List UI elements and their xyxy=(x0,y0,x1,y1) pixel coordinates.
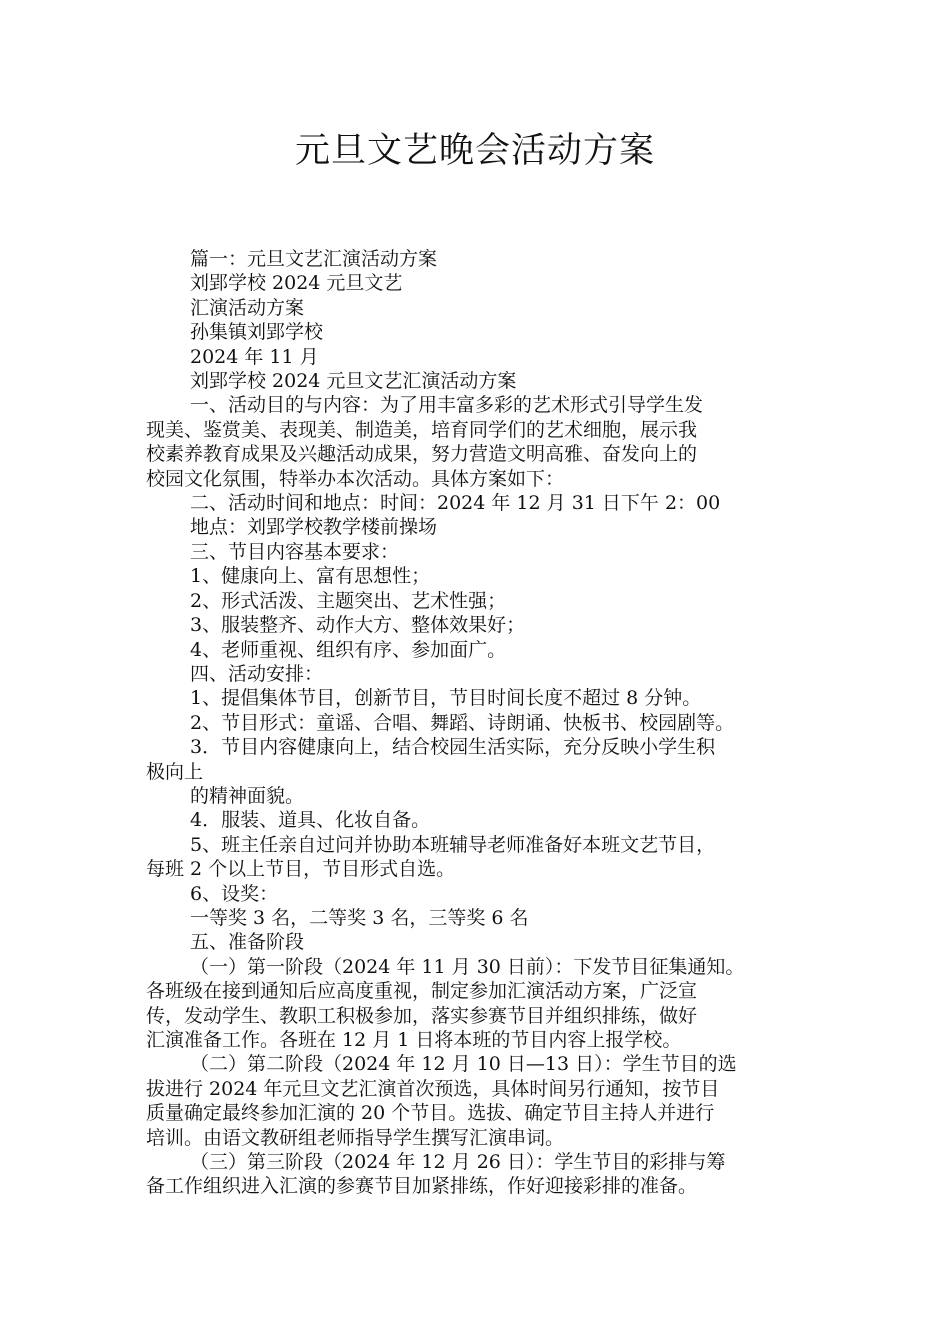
body-line: 一、活动目的与内容：为了用丰富多彩的艺术形式引导学生发 xyxy=(190,394,704,417)
body-line: 拔进行 2024 年元旦文艺汇演首次预选，具体时间另行通知，按节目 xyxy=(146,1077,720,1100)
body-line: 一等奖 3 名，二等奖 3 名，三等奖 6 名 xyxy=(190,906,529,929)
body-line: 各班级在接到通知后应高度重视，制定参加汇演活动方案，广泛宣 xyxy=(146,980,698,1003)
body-line: 刘郢学校 2024 元旦文艺汇演活动方案 xyxy=(190,370,517,393)
body-line: （二）第二阶段（2024 年 12 月 10 日—13 日）：学生节目的选 xyxy=(190,1053,737,1076)
body-line: 四、活动安排： xyxy=(190,662,324,685)
document-title: 元旦文艺晚会活动方案 xyxy=(294,131,655,171)
body-line: 2、形式活泼、主题突出、艺术性强； xyxy=(190,589,507,612)
body-line: 传，发动学生、教职工积极参加，落实参赛节目并组织排练，做好 xyxy=(146,1004,698,1027)
body-line: 3．节目内容健康向上，结合校园生活实际，充分反映小学生积 xyxy=(190,736,716,759)
body-line: 地点：刘郢学校教学楼前操场 xyxy=(190,516,438,539)
body-line: 4、老师重视、组织有序、参加面广。 xyxy=(190,638,507,661)
body-line: 篇一：元旦文艺汇演活动方案 xyxy=(190,248,438,270)
body-line: 孙集镇刘郢学校 xyxy=(190,321,324,344)
body-line: 校素养教育成果及兴趣活动成果，努力营造文明高雅、奋发向上的 xyxy=(146,443,698,466)
body-line: 3、服装整齐、动作大方、整体效果好； xyxy=(190,614,526,637)
body-line: 5、班主任亲自过问并协助本班辅导老师准备好本班文艺节目， xyxy=(190,833,716,856)
body-line: 二、活动时间和地点：时间：2024 年 12 月 31 日下午 2：00 xyxy=(190,492,721,515)
body-line: 4．服装、道具、化妆自备。 xyxy=(190,809,431,832)
body-line: 2、节目形式：童谣、合唱、舞蹈、诗朗诵、快板书、校园剧等。 xyxy=(190,711,735,734)
body-line: 汇演活动方案 xyxy=(190,296,305,319)
body-line: 1、提倡集体节目，创新节目，节目时间长度不超过 8 分钟。 xyxy=(190,687,702,710)
body-line: 6、设奖： xyxy=(190,882,279,905)
body-line: （三）第三阶段（2024 年 12 月 26 日）：学生节目的彩排与筹 xyxy=(190,1151,726,1174)
body-line: 备工作组织进入汇演的参赛节目加紧排练，作好迎接彩排的准备。 xyxy=(146,1175,698,1198)
body-line: 汇演准备工作。各班在 12 月 1 日将本班的节目内容上报学校。 xyxy=(146,1029,682,1051)
body-line: （一）第一阶段（2024 年 11 月 30 日前）：下发节目征集通知。 xyxy=(190,955,745,978)
body-line: 五、准备阶段 xyxy=(190,931,305,954)
body-line: 刘郢学校 2024 元旦文艺 xyxy=(190,272,403,295)
body-line: 2024 年 11 月 xyxy=(190,345,319,368)
body-line: 校园文化氛围，特举办本次活动。具体方案如下： xyxy=(146,467,565,490)
body-line: 质量确定最终参加汇演的 20 个节目。选拔、确定节目主持人并进行 xyxy=(146,1102,715,1125)
body-line: 培训。由语文教研组老师指导学生撰写汇演串词。 xyxy=(146,1126,565,1149)
body-line: 极向上 xyxy=(146,760,204,783)
body-line: 三、节目内容基本要求： xyxy=(190,540,400,563)
document-body xyxy=(146,247,822,1199)
body-line: 现美、鉴赏美、表现美、制造美，培育同学们的艺术细胞，展示我 xyxy=(146,418,698,441)
body-line: 的精神面貌。 xyxy=(190,784,305,807)
body-line: 1、健康向上、富有思想性； xyxy=(190,565,431,588)
body-line: 每班 2 个以上节目，节目形式自选。 xyxy=(146,858,456,881)
